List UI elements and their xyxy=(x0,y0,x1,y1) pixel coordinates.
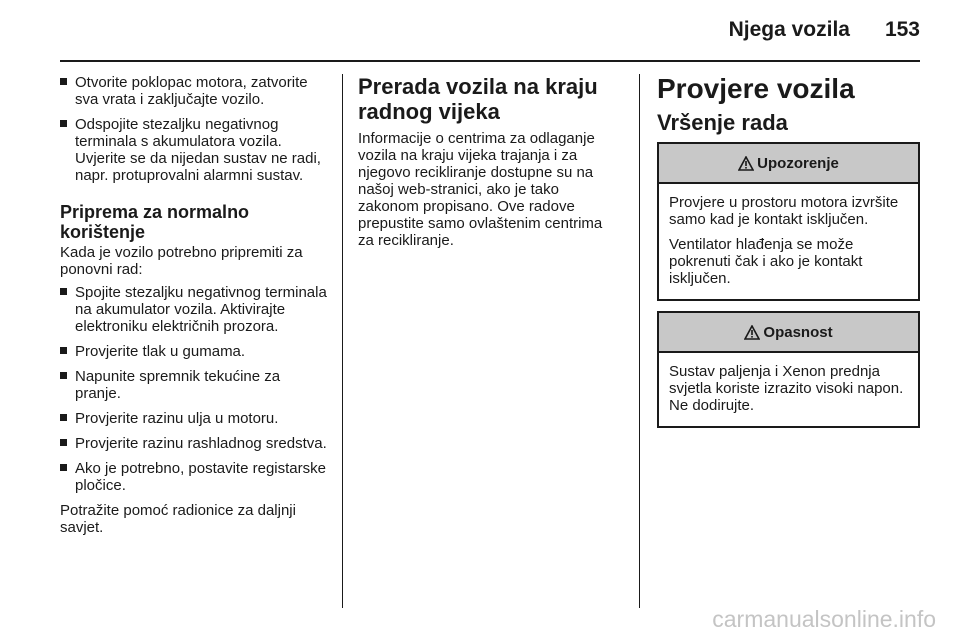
intro-text: Kada je vozilo potrebno pripremiti za ponovni rad: xyxy=(60,244,303,278)
list-item: Napunite spremnik tekućine za pranje. xyxy=(60,368,330,402)
danger-paragraph: Sustav paljenja i Xenon prednja svjetla koriste izrazito visoki napon. Ne dodirujte. xyxy=(669,363,904,414)
sub-heading-work: Vršenje rada xyxy=(657,110,788,135)
closing-text: Potražite pomoć radionice za daljnji savjet. xyxy=(60,502,296,536)
running-header-title: Njega vozila xyxy=(728,18,850,41)
bullet-list-preparation xyxy=(60,284,330,494)
section-heading-end-of-life: Prerada vozila na kraju radnog vijeka xyxy=(358,74,598,124)
list-item: Provjerite tlak u gumama. xyxy=(60,343,330,360)
danger-box xyxy=(657,311,920,428)
list-item: Provjerite razinu ulja u motoru. xyxy=(60,410,330,427)
danger-box-header xyxy=(659,313,918,353)
list-item: Ako je potrebno, postavite registarske pločice. xyxy=(60,460,330,494)
page-section-title: Provjere vozila xyxy=(657,73,855,104)
watermark: carmanualsonline.info xyxy=(712,606,936,632)
warning-triangle-icon xyxy=(738,156,754,171)
warning-box-header xyxy=(659,144,918,184)
list-item: Odspojite stezaljku negativnog terminala s akumulatora vozila. Uvjerite se da nijedan sustav ne radi, napr. protuprovalni alarmni sustav. xyxy=(60,116,330,184)
section-heading-preparation: Priprema za normalno korištenje xyxy=(60,202,250,242)
warning-paragraph: Ventilator hlađenja se može pokrenuti čak i ako je kontakt isključen. xyxy=(669,236,863,287)
page-number: 153 xyxy=(884,18,920,41)
header-rule xyxy=(60,60,920,62)
column-right xyxy=(657,74,920,438)
bullet-list-storage xyxy=(60,74,330,184)
column-left xyxy=(60,74,330,542)
column-divider-left xyxy=(342,74,343,608)
column-middle xyxy=(358,74,620,255)
danger-box-title: Opasnost xyxy=(763,323,833,341)
warning-paragraph: Provjere u prostoru motora izvršite samo kad je kontakt isključen. xyxy=(669,194,899,228)
danger-box-body xyxy=(659,353,918,426)
warning-box xyxy=(657,142,920,301)
list-item: Spojite stezaljku negativnog terminala na akumulator vozila. Aktivirajte elektroniku električnih prozora. xyxy=(60,284,330,335)
list-item: Provjerite razinu rashladnog sredstva. xyxy=(60,435,330,452)
list-item: Otvorite poklopac motora, zatvorite sva vrata i zaključajte vozilo. xyxy=(60,74,330,108)
warning-triangle-icon xyxy=(744,325,760,340)
column-divider-right xyxy=(639,74,640,608)
end-of-life-text: Informacije o centrima za odlaganje vozila na kraju vijeka trajanja i za njegovo recikliranje dostupne su na našoj web-stranici, ako je tako zakonom propisano. Ove radove prepustite samo ovlaštenim centrima za recikliranje. xyxy=(358,130,603,249)
warning-box-title: Upozorenje xyxy=(757,154,839,172)
warning-box-body xyxy=(659,184,918,299)
